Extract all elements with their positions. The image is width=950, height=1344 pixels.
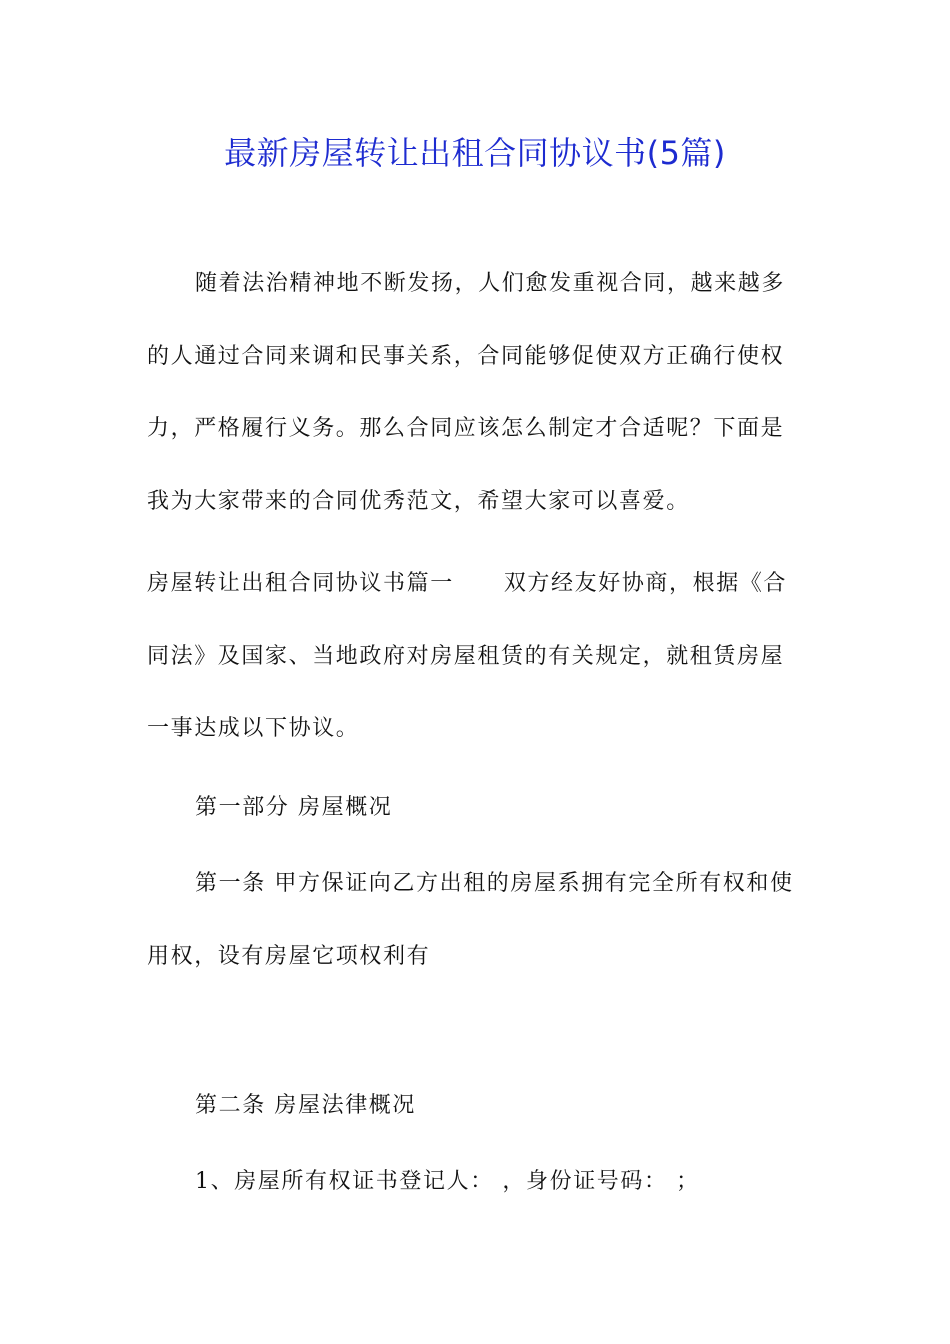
item-one-line: 1、房屋所有权证书登记人： ，身份证号码： ； bbox=[195, 1169, 700, 1194]
section-body: 双方经友好协商，根据《合同法》及国家、当地政府对房屋租赁的有关规定，就租赁房屋一事达成以下协议。 bbox=[147, 571, 788, 741]
article-one-paragraph: 第一条 甲方保证向乙方出租的房屋系拥有完全所有权和使用权，设有房屋它项权利有 bbox=[147, 871, 794, 969]
article-two-heading: 第二条 房屋法律概况 bbox=[195, 1093, 416, 1118]
section-one-paragraph bbox=[147, 548, 807, 766]
part-one-heading: 第一部分 房屋概况 bbox=[195, 795, 393, 820]
section-heading: 房屋转让出租合同协议书篇一 bbox=[147, 571, 454, 596]
intro-paragraph: 随着法治精神地不断发扬，人们愈发重视合同，越来越多的人通过合同来调和民事关系，合同能够促使双方正确行使权力，严格履行义务。那么合同应该怎么制定才合适呢？下面是我为大家带来的合同优秀范文，希望大家可以喜爱。 bbox=[147, 271, 786, 514]
document-title: 最新房屋转让出租合同协议书(5篇) bbox=[224, 134, 726, 172]
